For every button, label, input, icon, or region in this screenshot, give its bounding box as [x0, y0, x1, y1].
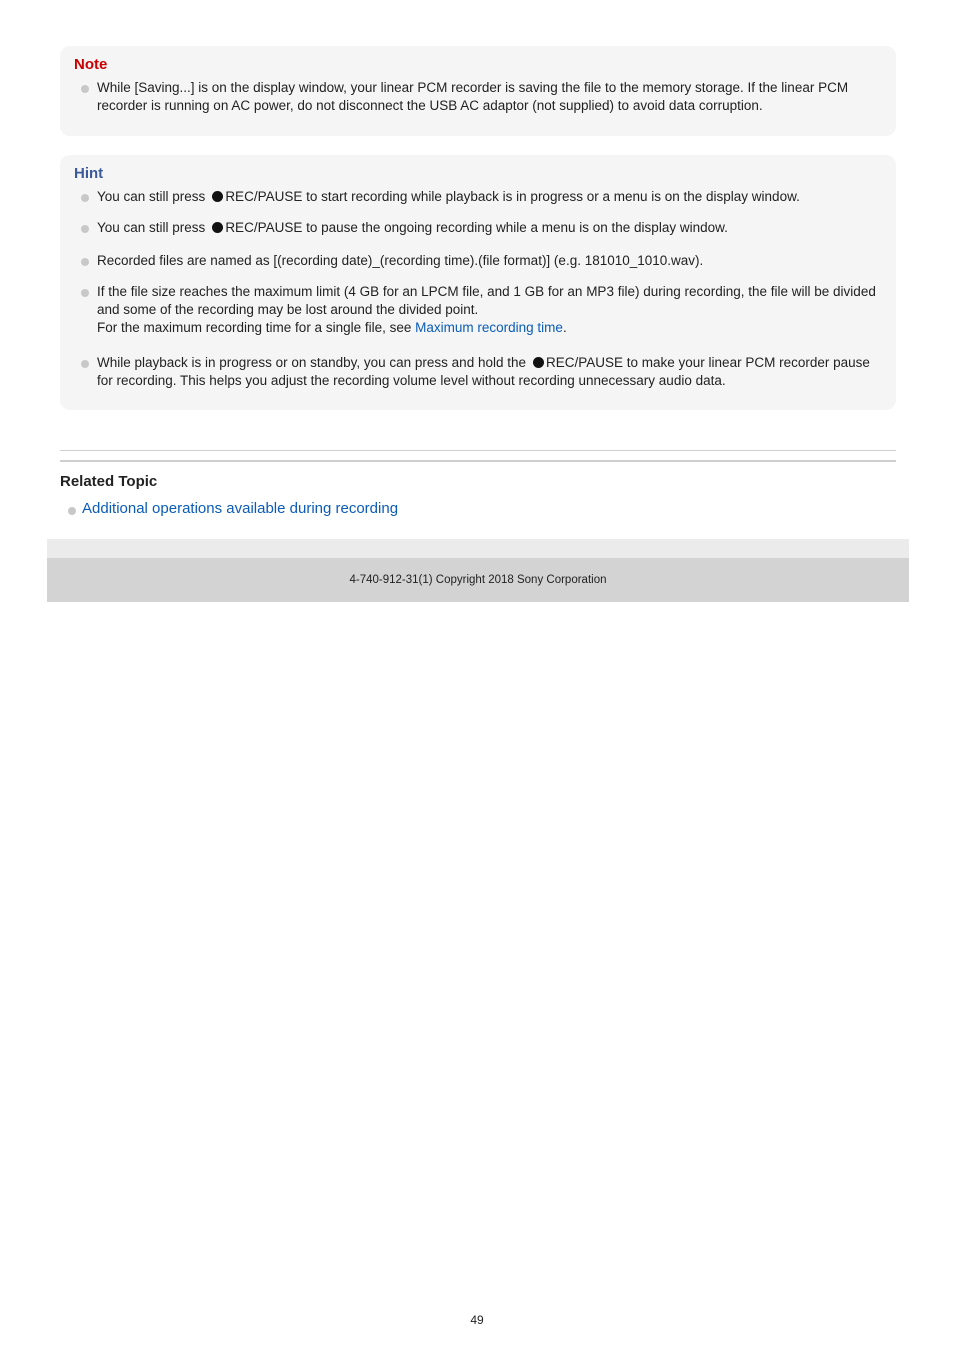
page-number: 49	[470, 1313, 484, 1327]
hint-item-text: If the file size reaches the maximum limit (4 GB for an LPCM file, and 1 GB for an MP3 file) during recording, the file will be divided and some of the recording may be lost around the divided point.	[97, 284, 876, 317]
note-box	[60, 46, 896, 136]
bullet-icon	[81, 85, 89, 93]
bullet-icon	[81, 289, 89, 297]
hint-item-text-before: While playback is in progress or on standby, you can press and hold the	[97, 355, 526, 370]
note-item-text: While [Saving...] is on the display window, your linear PCM recorder is saving the file to the memory storage. If the linear PCM recorder is running on AC power, do not disconnect the USB AC adaptor (not supplied) to avoid data corruption.	[97, 80, 849, 113]
list-item	[74, 252, 882, 270]
record-icon	[533, 357, 544, 368]
footer	[47, 558, 909, 602]
hint-item-text: .	[562, 320, 567, 335]
record-icon	[212, 222, 223, 233]
hint-item-text-after: REC/PAUSE to make your linear PCM recorder pause for recording. This helps you adjust the recording volume level without recording unnecessary audio data.	[97, 355, 870, 388]
hint-item-text: For the maximum recording time for a single file, see	[97, 320, 412, 335]
bullet-icon	[81, 360, 89, 368]
hint-list	[74, 188, 882, 390]
additional-operations-link[interactable]: Additional operations available during recording	[82, 500, 399, 517]
hint-title: Hint	[74, 165, 104, 182]
hint-item-text-before: You can still press	[97, 220, 206, 235]
divider	[60, 460, 896, 462]
related-topic-item	[60, 499, 398, 519]
related-topic-title: Related Topic	[60, 473, 158, 490]
list-item	[74, 219, 882, 237]
list-item	[74, 79, 882, 115]
record-icon	[212, 191, 223, 202]
bullet-icon	[68, 507, 76, 515]
copyright-text: 4-740-912-31(1) Copyright 2018 Sony Corporation	[349, 574, 607, 586]
hint-item-text-before: You can still press	[97, 189, 206, 204]
list-item	[74, 354, 882, 390]
hint-item-text: Recorded files are named as [(recording date)_(recording time).(file format)] (e.g. 181010_1010.wav).	[97, 253, 704, 268]
hint-item-text-after: REC/PAUSE to start recording while playback is in progress or a menu is on the display window.	[225, 189, 800, 204]
bullet-icon	[81, 194, 89, 202]
divider	[60, 450, 896, 451]
bullet-icon	[81, 258, 89, 266]
hint-item-text-after: REC/PAUSE to pause the ongoing recording while a menu is on the display window.	[225, 220, 728, 235]
note-list	[74, 79, 882, 115]
bullet-icon	[81, 225, 89, 233]
note-title: Note	[74, 56, 108, 73]
list-item	[74, 188, 882, 206]
list-item	[74, 283, 882, 337]
hint-box	[60, 155, 896, 410]
footer-band	[47, 539, 909, 558]
maximum-recording-time-link[interactable]: Maximum recording time	[415, 320, 563, 335]
